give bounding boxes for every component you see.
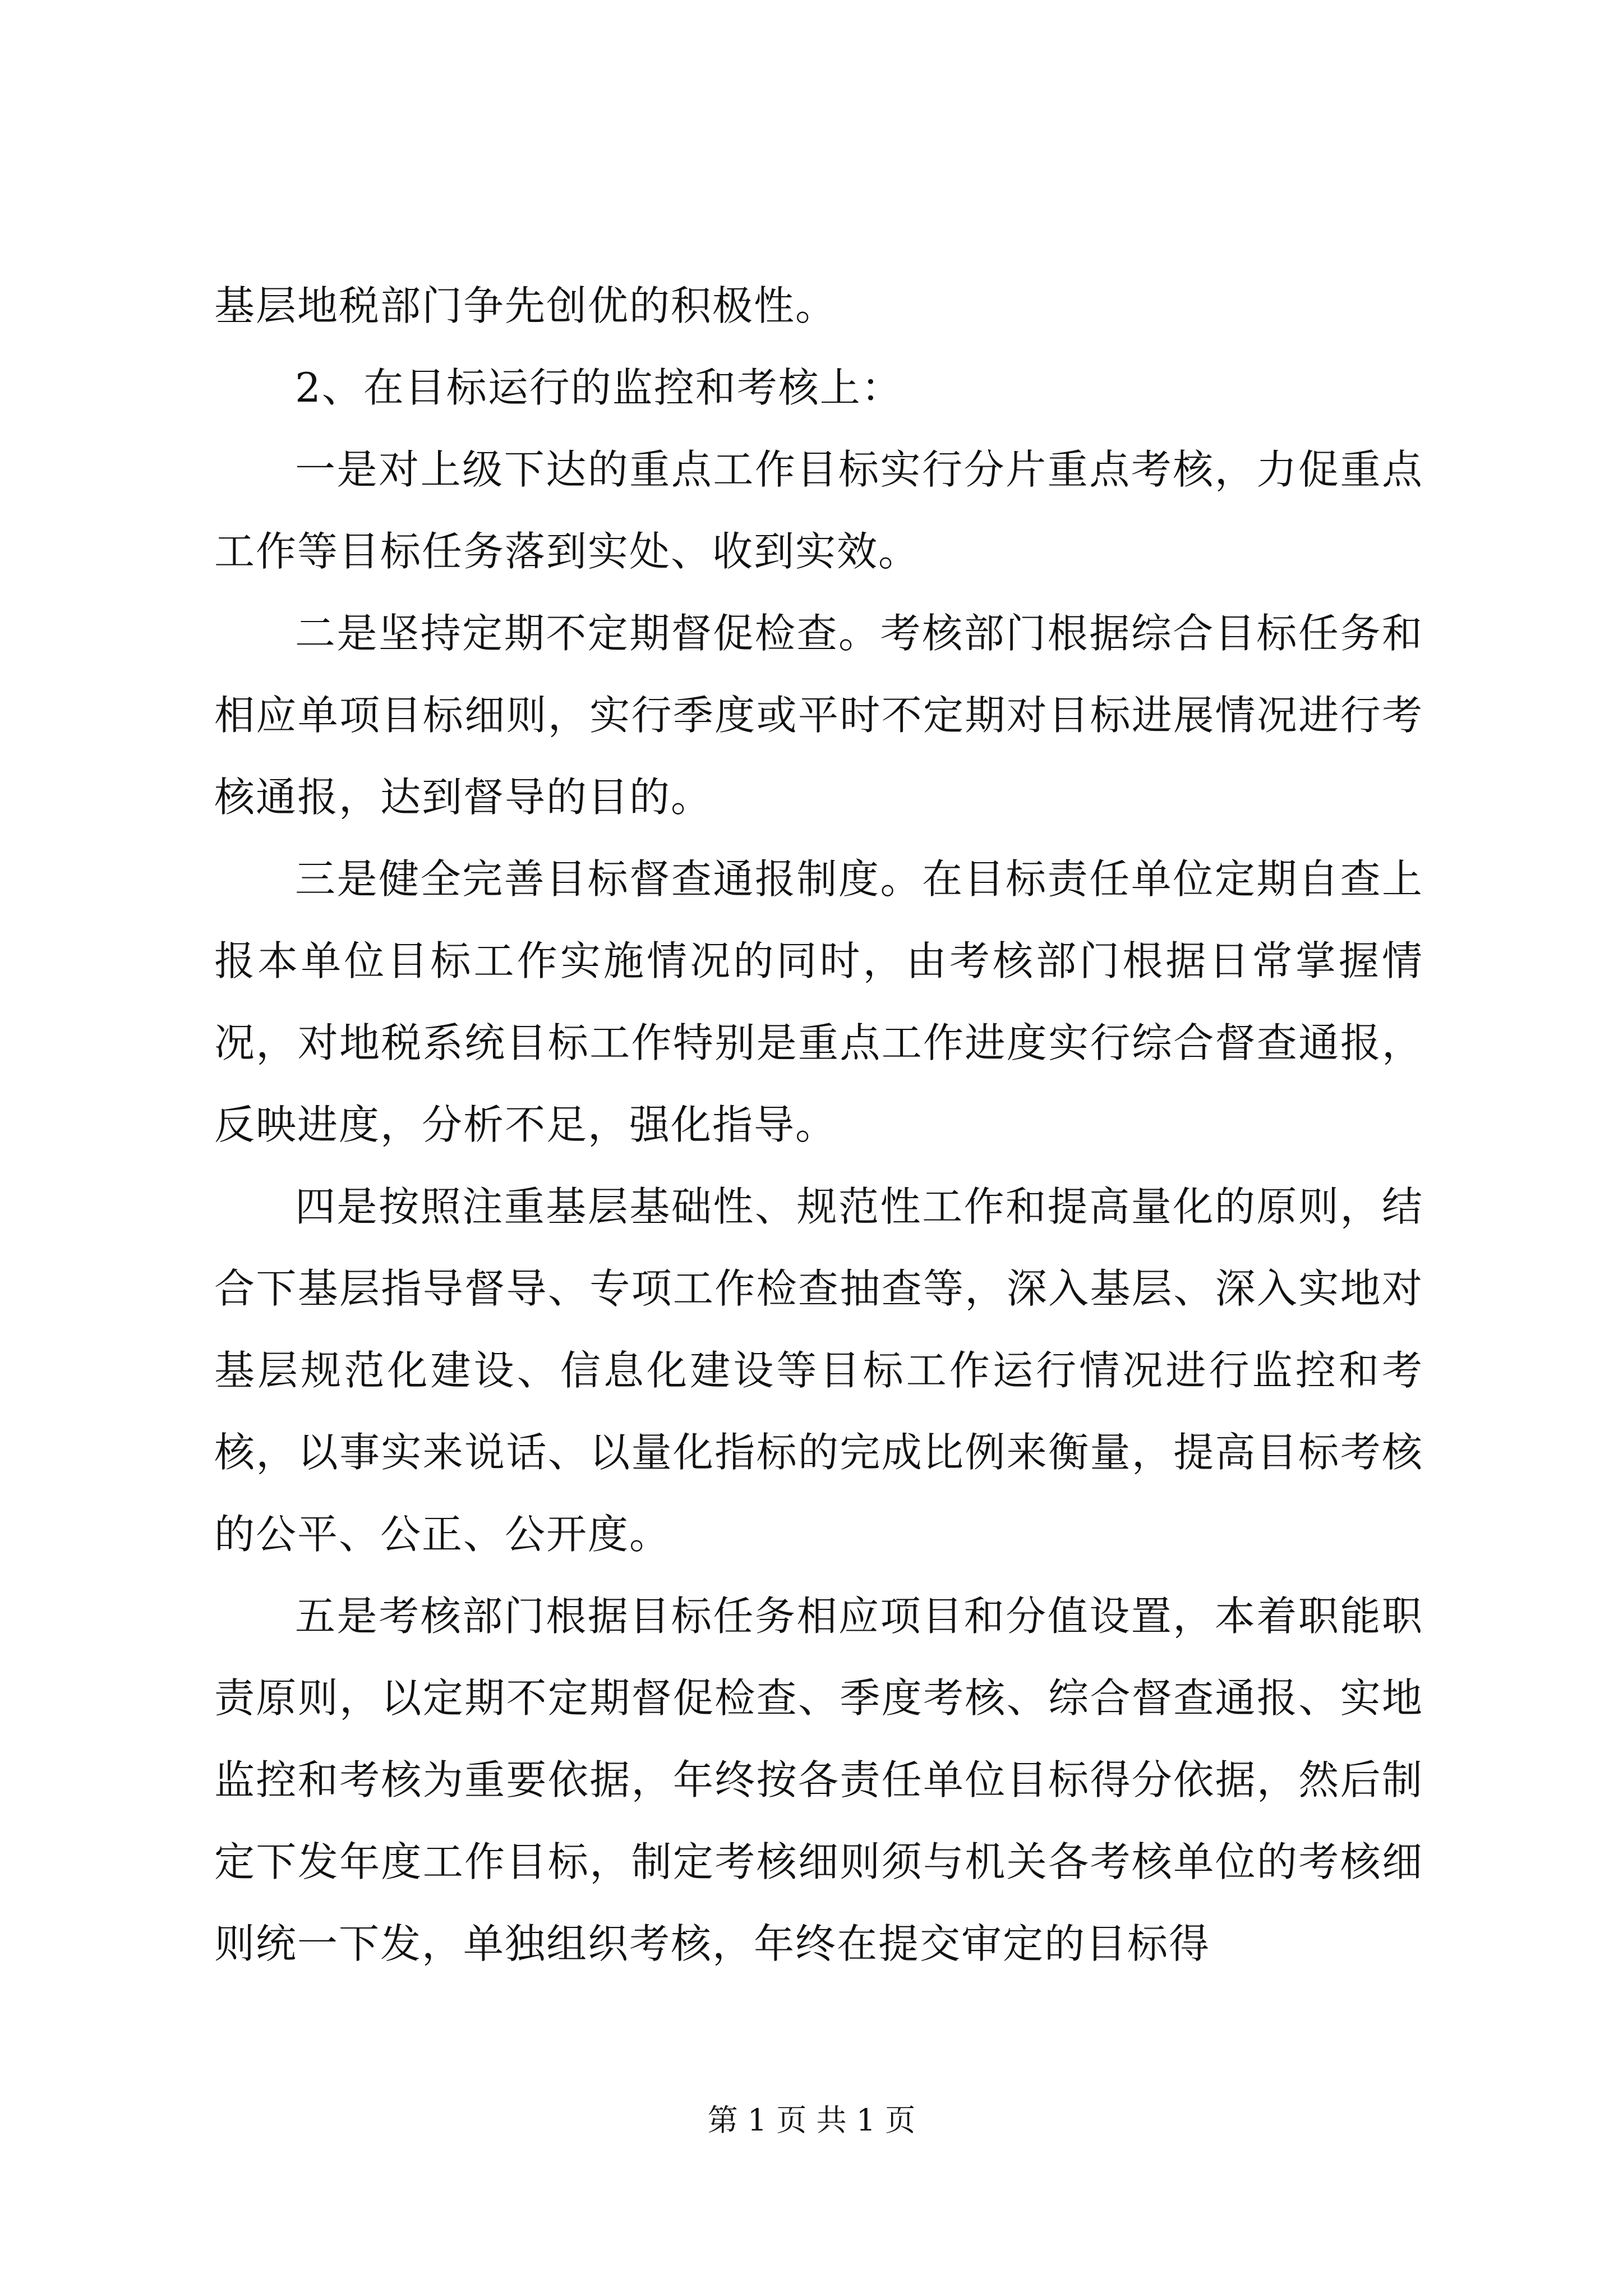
paragraph-point-five: 五是考核部门根据目标任务相应项目和分值设置，本着职能职责原则，以定期不定期督促检查、季度考核、综合督查通报、实地监控和考核为重要依据，年终按各责任单位目标得分依据，然后制定下发年度工作目标，制定考核细则须与机关各考核单位的考核细则统一下发，单独组织考核，年终在提交审定的目标得 (214, 1593, 1423, 1967)
paragraph-point-three: 三是健全完善目标督查通报制度。在目标责任单位定期自查上报本单位目标工作实施情况的同时，由考核部门根据日常掌握情况，对地税系统目标工作特别是重点工作进度实行综合督查通报，反映进度，分析不足，强化指导。 (214, 855, 1423, 1148)
paragraph-point-one: 一是对上级下达的重点工作目标实行分片重点考核，力促重点工作等目标任务落到实处、收到实效。 (214, 446, 1423, 575)
document-body (214, 265, 1423, 1985)
paragraph-point-four: 四是按照注重基层基础性、规范性工作和提高量化的原则，结合下基层指导督导、专项工作检查抽查等，深入基层、深入实地对基层规范化建设、信息化建设等目标工作运行情况进行监控和考核，以事实来说话、以量化指标的完成比例来衡量，提高目标考核的公平、公正、公开度。 (214, 1183, 1423, 1558)
paragraph-point-two: 二是坚持定期不定期督促检查。考核部门根据综合目标任务和相应单项目标细则，实行季度或平时不定期对目标进展情况进行考核通报，达到督导的目的。 (214, 610, 1423, 821)
paragraph-continuation: 基层地税部门争先创优的积极性。 (214, 282, 837, 329)
paragraph-section-heading: 2、在目标运行的监控和考核上： (295, 364, 903, 411)
page-number-label: 第 1 页 共 1 页 (707, 2102, 916, 2138)
page-footer (0, 2098, 1623, 2143)
